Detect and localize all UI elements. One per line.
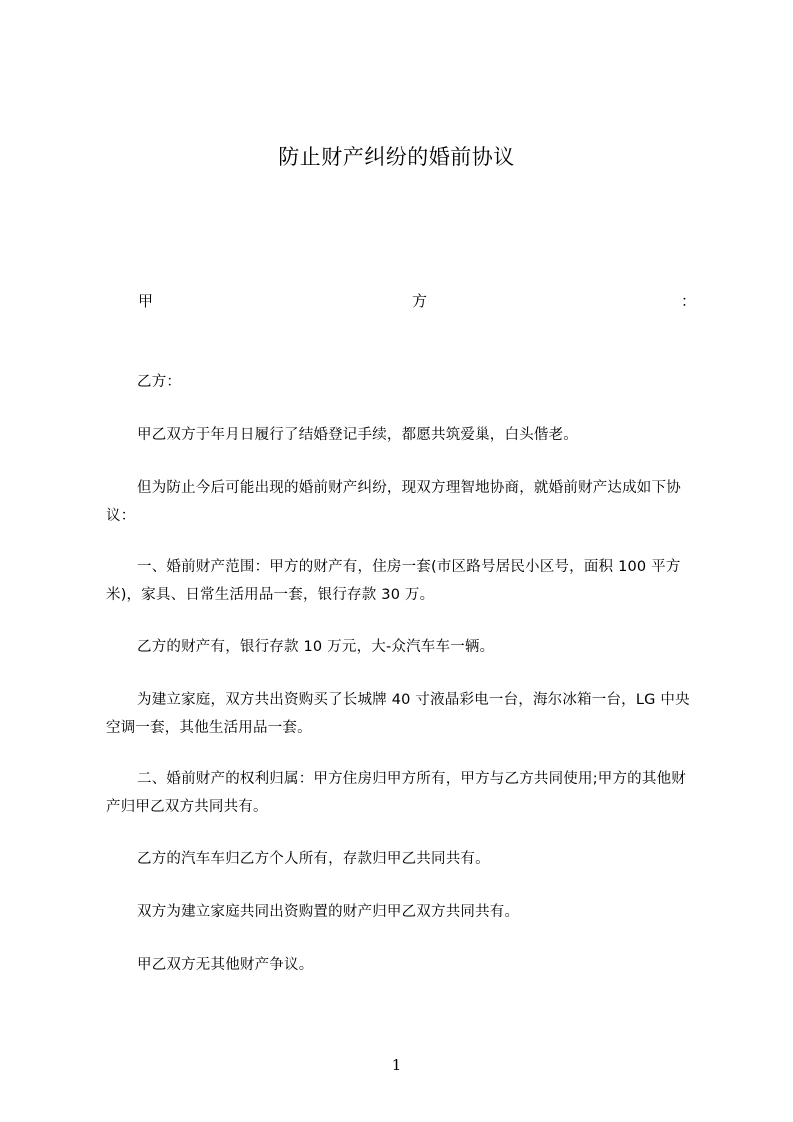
paragraph-scope-party-b: 乙方的财产有，银行存款 10 万元，大-众汽车车一辆。 [137, 639, 495, 655]
paragraph-party-b-ownership: 乙方的汽车车归乙方个人所有，存款归甲乙共同共有。 [137, 851, 490, 867]
party-a-line [138, 290, 696, 312]
party-a-char-1: 甲 [138, 292, 154, 310]
paragraph-joint-ownership: 双方为建立家庭共同出资购置的财产归甲乙双方共同共有。 [137, 904, 520, 920]
paragraph-marriage-registration: 甲乙双方于年月日履行了结婚登记手续，都愿共筑爱巢，白头偕老。 [137, 427, 578, 443]
page-number: 1 [391, 1056, 402, 1074]
paragraph-party-b: 乙方： [137, 374, 182, 390]
paragraph-no-dispute: 甲乙双方无其他财产争议。 [137, 957, 314, 973]
paragraph-scope-party-a: 一、婚前财产范围：甲方的财产有，住房一套(市区路号居民小区号，面积 100 平方米)，家具、日常生活用品一套，银行存款 30 万。 [106, 559, 681, 603]
paragraph-ownership: 二、婚前财产的权利归属：甲方住房归甲方所有，甲方与乙方共同使用;甲方的其他财产归甲乙双方共同共有。 [106, 771, 686, 815]
document-title: 防止财产纠纷的婚前协议 [278, 145, 515, 169]
paragraph-joint-purchase: 为建立家庭，双方共出资购买了长城牌 40 寸液晶彩电一台，海尔冰箱一台，LG 中央空调一套，其他生活用品一套。 [106, 692, 690, 736]
paragraph-purpose: 但为防止今后可能出现的婚前财产纠纷，现双方理智地协商，就婚前财产达成如下协议： [106, 480, 681, 524]
party-a-colon: ： [680, 292, 696, 310]
party-a-char-2: 方 [412, 292, 428, 310]
